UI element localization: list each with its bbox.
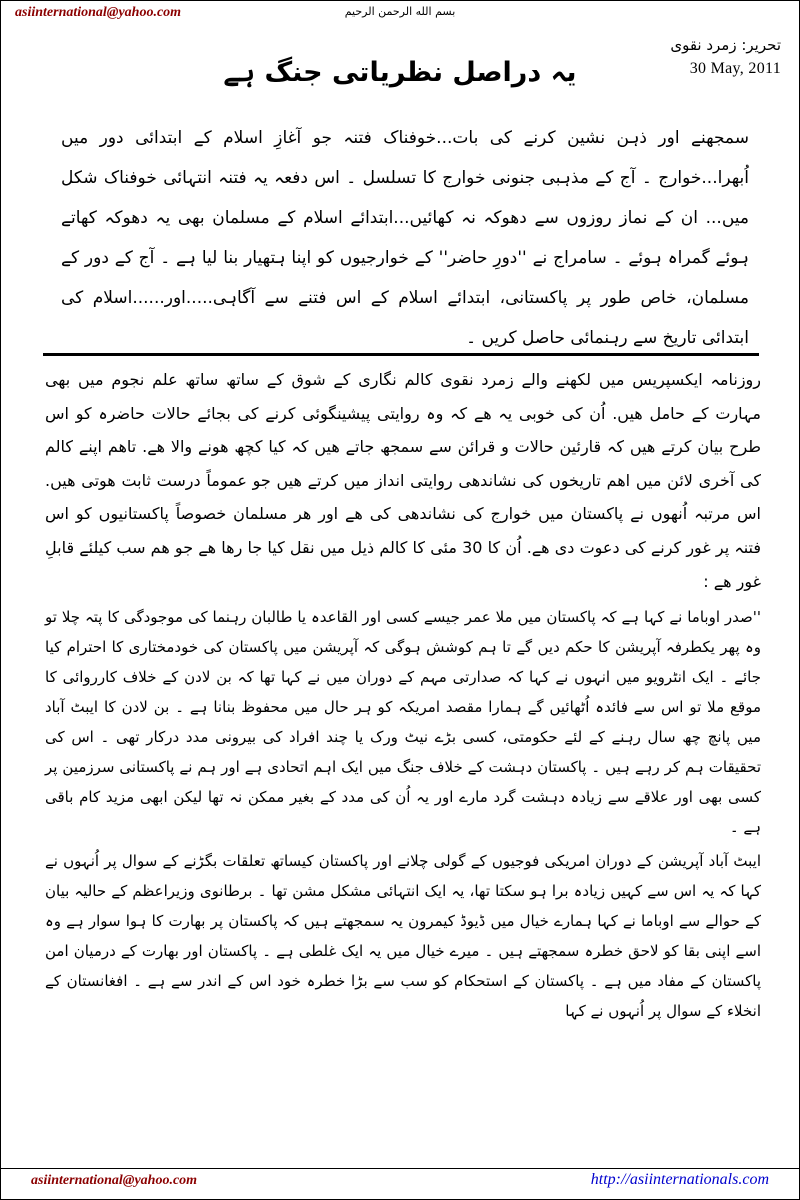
lead-paragraph: سمجھنے اور ذہن نشین کرنے کی بات...خوفناک فتنہ جو آغازِ اسلام کے ابتدائی دور میں اُبھرا...خوارج ۔ آج کے مذہبی جنونی خوارج کا تسلسل ۔ اس دفعہ یہ فتنہ انتہائی خوفناک شکل میں... ان کے نماز روزوں سے دھوکہ نہ کھائیں...ابتدائے اسلام کے مسلمان بھی یہ دھوکہ کھاتے ہوئے گمراہ ہوئے ۔ سامراج نے ''دورِ حاضر'' کے خوارجیوں کو اپنا ہتھیار بنا لیا ہے ۔ آج کے دور کے مسلمان، خاص طور پر پاکستانی، ابتدائے اسلام کے اس فتنے سے آگاہی.....اور......اسلام کی ابتدائی تاریخ سے رہنمائی حاصل کریں ۔ bbox=[61, 128, 749, 348]
header-email[interactable]: asiinternational@yahoo.com bbox=[15, 5, 182, 20]
page-title: یہ دراصل نظریاتی جنگ ہے bbox=[223, 57, 577, 88]
page-header bbox=[1, 1, 799, 27]
article-body bbox=[45, 363, 761, 1030]
horizontal-divider bbox=[43, 353, 759, 356]
body-tail-paragraph: ایبٹ آباد آپریشن کے دوران امریکی فوجیوں کے گولی چلانے اور پاکستان کیساتھ تعلقات بگڑنے کے سوال پر اُنہوں نے کہا کہ یہ اس سے کہیں زیادہ برا ہو سکتا تھا، یہ ایک انتہائی مشکل مشن تھا ۔ برطانوی وزیراعظم کے حالیہ بیان کے حوالے سے اوباما نے کہا ہمارے خیال میں ڈیوڈ کیمرون یہ سمجھتے ہیں کہ پاکستان پر بھارت کا ہوا سوار ہے وہ اسے اپنی بقا کو لاحق خطرہ سمجھتے ہیں ۔ میرے خیال میں یہ ایک غلطی ہے ۔ پاکستان اور بھارت کے درمیان امن پاکستان کے مفاد میں ہے ۔ پاکستان کے استحکام کو سب سے بڑا خطرہ خود اس کے اندر سے ہے ۔ افغانستان کے انخلاء کے سوال پر اُنہوں نے کہا bbox=[45, 852, 761, 1021]
footer-email[interactable]: asiinternational@yahoo.com bbox=[31, 1173, 198, 1188]
page-footer bbox=[1, 1167, 799, 1193]
publication-date: 30 May, 2011 bbox=[689, 59, 781, 77]
author-name: تحرير: زمرد نقوی bbox=[670, 36, 781, 54]
bismillah-text: بسم الله الرحمن الرحيم bbox=[344, 5, 456, 18]
body-quote-paragraph: ''صدر اوباما نے کہا ہے کہ پاکستان میں ملا عمر جیسے کسی اور القاعدہ یا طالبان رہنما کی موجودگی کا پتہ چلا تو وہ پھر یکطرفہ آپریشن کا حکم دیں گے تا ہم کوشش ہوگی کہ آپریشن میں پاکستان کی خودمختاری کا احترام کیا جائے ۔ ایک انٹرویو میں انہوں نے کہا کہ صدارتی مہم کے دوران میں نے کہا تھا کہ بن لادن کے خلاف کارروائی کا موقع ملا تو اس سے فائدہ اُٹھائیں گے ہمارا مقصد امریکہ کو ہر حال میں محفوظ بنانا ہے ۔ بن لادن کا ایبٹ آباد میں پانچ چھ سال رہنے کے لئے حکومتی، کسی بڑے نیٹ ورک یا چند افراد کی بیرونی مدد درکار تھی ۔ اس کی تحقیقات ہم کر رہے ہیں ۔ پاکستان دہشت کے خلاف جنگ میں ایک اہم اتحادی ہے اور ہم نے پاکستانی سرزمین پر کسی بھی اور علاقے سے زیادہ دہشت گرد مارے اور یہ اُن کی مدد کے بغیر ممکن نہ تھا لیکن ابھی مزید کام باقی ہے ۔ bbox=[45, 608, 761, 837]
body-intro-paragraph: روزنامہ ایکسپریس میں لکھنے والے زمرد نقوی کالم نگاری کے شوق کے ساتھ ساتھ علم نجوم میں بھی مہارت کے حامل ھیں. اُن کی خوبی یہ ھے کہ وہ روایتی پیشینگوئی کرنے کی بجائے حالات حاضرہ کو اس طرح بیان کرتے ھیں کہ قارئین حالات و قرائن سے سمجھ جاتے ھیں کہ کیا کچھ ھونے والا ھے. تاھم اپنے کالم کی آخری لائن میں اھم تاریخوں کی نشاندھی روایتی انداز میں کرتے ھیں جو عموماً درست ثابت ھوتی ھیں. اس مرتبہ اُنھوں نے پاکستان میں خوارج کی نشاندھی کی ھے اور ھر مسلمان خصوصاً پاکستانیوں کو اس فتنہ پر غور کرنے کی دعوت دی ھے. اُن کا 30 مئی کا کالم ذیل میں نقل کیا جا رھا ھے جو ھم سب کیلئے قابلِ غور ھے : bbox=[45, 370, 761, 591]
footer-website-link[interactable]: http://asiinternationals.com bbox=[590, 1171, 769, 1188]
